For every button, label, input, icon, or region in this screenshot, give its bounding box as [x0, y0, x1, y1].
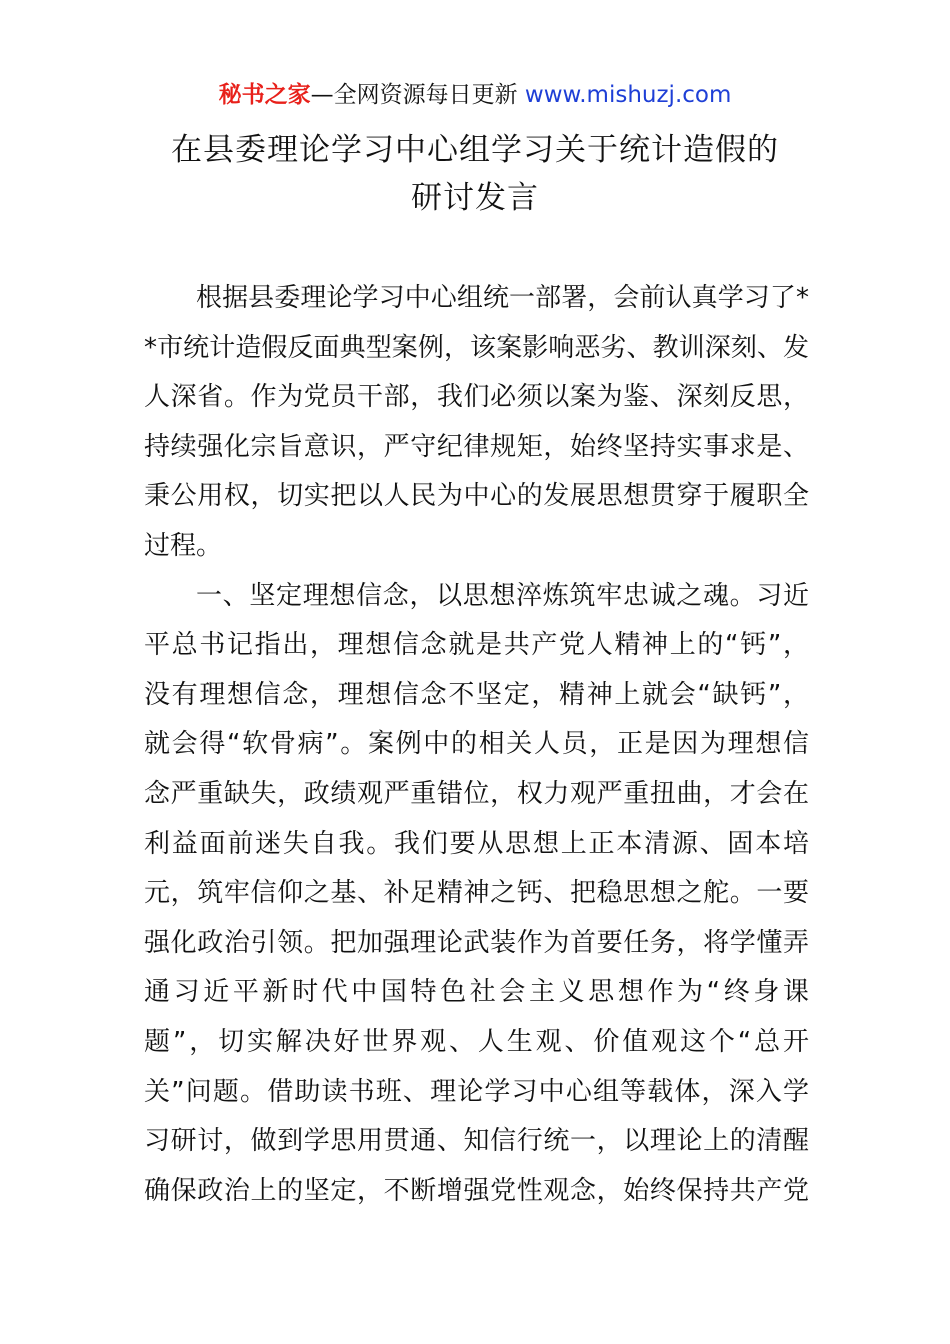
text-line: 秉公用权，切实把以人民为中心的发展思想贯穿于履职全 [144, 481, 809, 512]
banner-tagline: —全网资源每日更新 [310, 82, 518, 108]
banner-url-link[interactable]: www.mishuzj.com [524, 82, 732, 108]
text-line: 强化政治引领。把加强理论武装作为首要任务，将学懂弄 [144, 927, 809, 958]
text-line: 题”，切实解决好世界观、人生观、价值观这个“总开 [144, 1026, 809, 1057]
paragraph-section-one [144, 572, 809, 1217]
document-title [120, 126, 830, 222]
banner-brand: 秘书之家 [218, 82, 311, 108]
text-line: 过程。 [144, 530, 223, 561]
title-line-2: 研讨发言 [411, 180, 539, 216]
text-line: *市统计造假反面典型案例，该案影响恶劣、教训深刻、发 [144, 332, 809, 363]
text-line: 根据县委理论学习中心组统一部署，会前认真学习了* [196, 283, 809, 313]
document-body [144, 274, 809, 1216]
text-line: 关”问题。借助读书班、理论学习中心组等载体，深入学 [144, 1076, 809, 1107]
text-line: 确保政治上的坚定，不断增强党性观念，始终保持共产党 [144, 1175, 809, 1206]
text-line: 持续强化宗旨意识，严守纪律规矩，始终坚持实事求是、 [144, 431, 809, 462]
text-line: 通习近平新时代中国特色社会主义思想作为“终身课 [144, 977, 809, 1008]
text-line: 没有理想信念，理想信念不坚定，精神上就会“缺钙”， [144, 679, 809, 710]
text-line: 利益面前迷失自我。我们要从思想上正本清源、固本培 [144, 828, 809, 859]
text-line: 习研讨，做到学思用贯通、知信行统一，以理论上的清醒 [144, 1126, 809, 1157]
text-line: 一、坚定理想信念，以思想淬炼筑牢忠诚之魂。习近 [196, 580, 809, 611]
title-line-1: 在县委理论学习中心组学习关于统计造假的 [171, 132, 779, 168]
paragraph-intro [144, 274, 809, 572]
text-line: 就会得“软骨病”。案例中的相关人员，正是因为理想信 [144, 729, 809, 760]
site-banner [0, 78, 950, 112]
text-line: 平总书记指出，理想信念就是共产党人精神上的“钙”， [144, 630, 809, 661]
text-line: 人深省。作为党员干部，我们必须以案为鉴、深刻反思， [144, 382, 809, 413]
text-line: 元，筑牢信仰之基、补足精神之钙、把稳思想之舵。一要 [144, 878, 809, 909]
text-line: 念严重缺失，政绩观严重错位，权力观严重扭曲，才会在 [144, 778, 809, 809]
